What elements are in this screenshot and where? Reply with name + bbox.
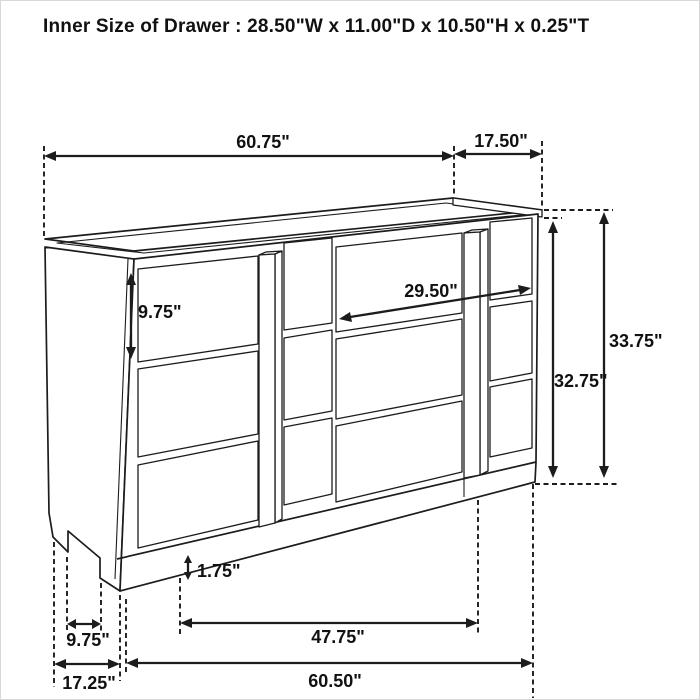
dim-label-base-depth: 17.25"	[62, 673, 116, 693]
pillar-front-face	[259, 254, 275, 527]
drawer-front-narrow	[490, 379, 532, 457]
dim-label-top-depth: 17.50"	[474, 131, 528, 151]
dim-label-drawer-height: 9.75"	[138, 302, 182, 322]
dim-label-total-height: 33.75"	[609, 331, 663, 351]
diagram-title: Inner Size of Drawer : 28.50"W x 11.00"D x 10.50"H x 0.25"T	[43, 16, 590, 37]
dim-label-top-width: 60.75"	[236, 132, 290, 152]
dim-label-base-height: 1.75"	[197, 561, 241, 581]
dim-label-base-width: 60.50"	[308, 671, 362, 691]
dresser-dimension-diagram	[1, 1, 700, 700]
dim-label-base-inner-width: 47.75"	[311, 627, 365, 647]
dim-label-drawer-width: 29.50"	[404, 281, 458, 301]
drawer-front-narrow	[284, 330, 332, 420]
pillar-side-face	[275, 251, 282, 523]
dim-label-leg-spacing: 9.75"	[66, 630, 110, 650]
pillar-front-face	[464, 232, 480, 478]
drawer-front-narrow	[490, 301, 532, 381]
dresser-left-side-panel	[45, 247, 134, 591]
drawer-front-narrow	[284, 238, 332, 330]
dim-label-case-height: 32.75"	[554, 371, 608, 391]
drawer-front-narrow	[284, 418, 332, 505]
pillar-side-face	[480, 229, 488, 475]
